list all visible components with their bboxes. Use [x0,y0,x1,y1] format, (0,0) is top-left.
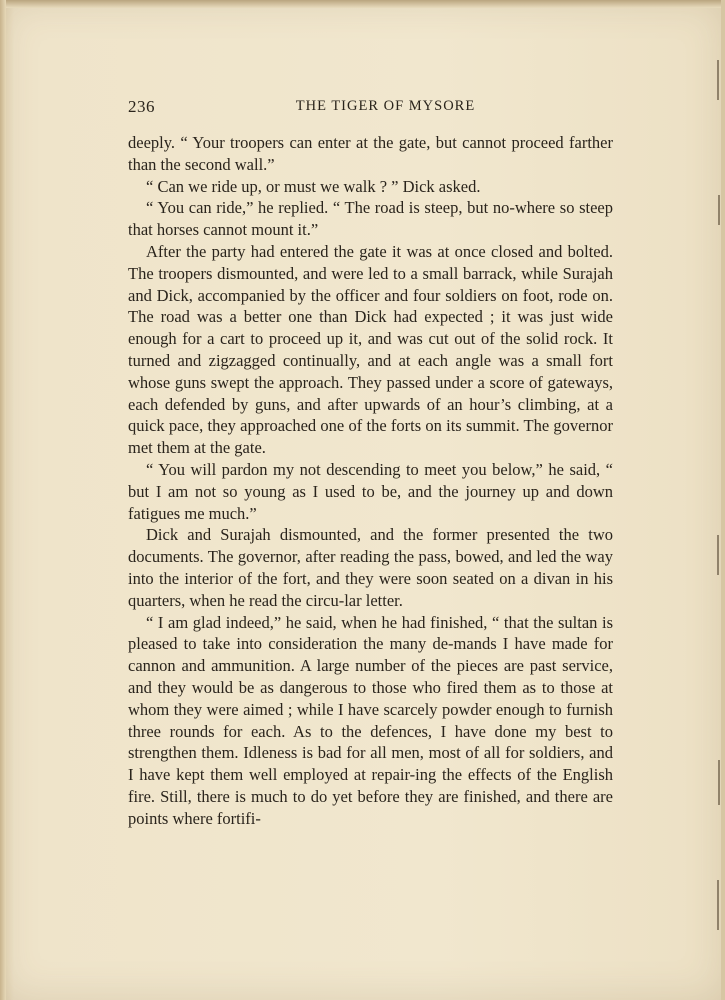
page-top-edge [0,0,725,8]
paragraph: After the party had entered the gate it was at once closed and bolted. The troopers dismounted, and were led to a small barrack, while Surajah and Dick, accompanied by the officer and four soldiers on foot, rode on. The road was a better one than Dick had expected ; it was just wide enough for a cart to proceed up it, and was cut out of the solid rock. It turned and zigzagged continually, and at each angle was a small fort whose guns swept the approach. They passed under a score of gateways, each defended by guns, and after upwards of an hour’s climbing, at a quick pace, they approached one of the forts on its summit. The governor met them at the gate. [128,241,613,458]
paragraph: “ Can we ride up, or must we walk ? ” Dick asked. [146,176,481,196]
page-number: 236 [128,97,155,116]
margin-mark [718,195,720,225]
paragraph: “ I am glad indeed,” he said, when he had finished, “ that the sultan is pleased to take into consideration the many de-mands I have made for cannon and ammunition. A large number of the pieces are past service, and they would be as dangerous to those who fired them as to those at whom they were aimed ; while I have scarcely powder enough to furnish three rounds for each. As to the defences, I have done my best to strengthen them. Idleness is bad for all men, most of all for soldiers, and I have kept them well employed at repair-ing the effects of the English fire. Still, there is much to do yet before they are finished, and there are points where fortifi- [128,612,613,828]
margin-mark [718,760,720,805]
page-header [128,97,613,119]
paragraph: “ You will pardon my not descending to meet you below,” he said, “ but I am not so young as I used to be, and the journey up and down fatigues me much.” [128,459,613,523]
margin-mark [717,535,719,575]
paragraph: Dick and Surajah dismounted, and the former presented the two documents. The governor, after reading the pass, bowed, and led the way into the interior of the fort, and they were soon seated on a divan in his quarters, when he read the circu-lar letter. [128,525,613,610]
body-text [128,132,613,830]
margin-mark [717,880,719,930]
paragraph: “ You can ride,” he replied. “ The road is steep, but no-where so steep that horses cannot mount it.” [128,198,613,240]
page-right-edge [721,0,725,1000]
running-head: THE TIGER OF MYSORE [295,98,476,114]
paragraph: deeply. “ Your troopers can enter at the gate, but cannot proceed farther than the second wall.” [128,133,613,174]
page-left-edge [0,0,6,1000]
margin-mark [717,60,719,100]
